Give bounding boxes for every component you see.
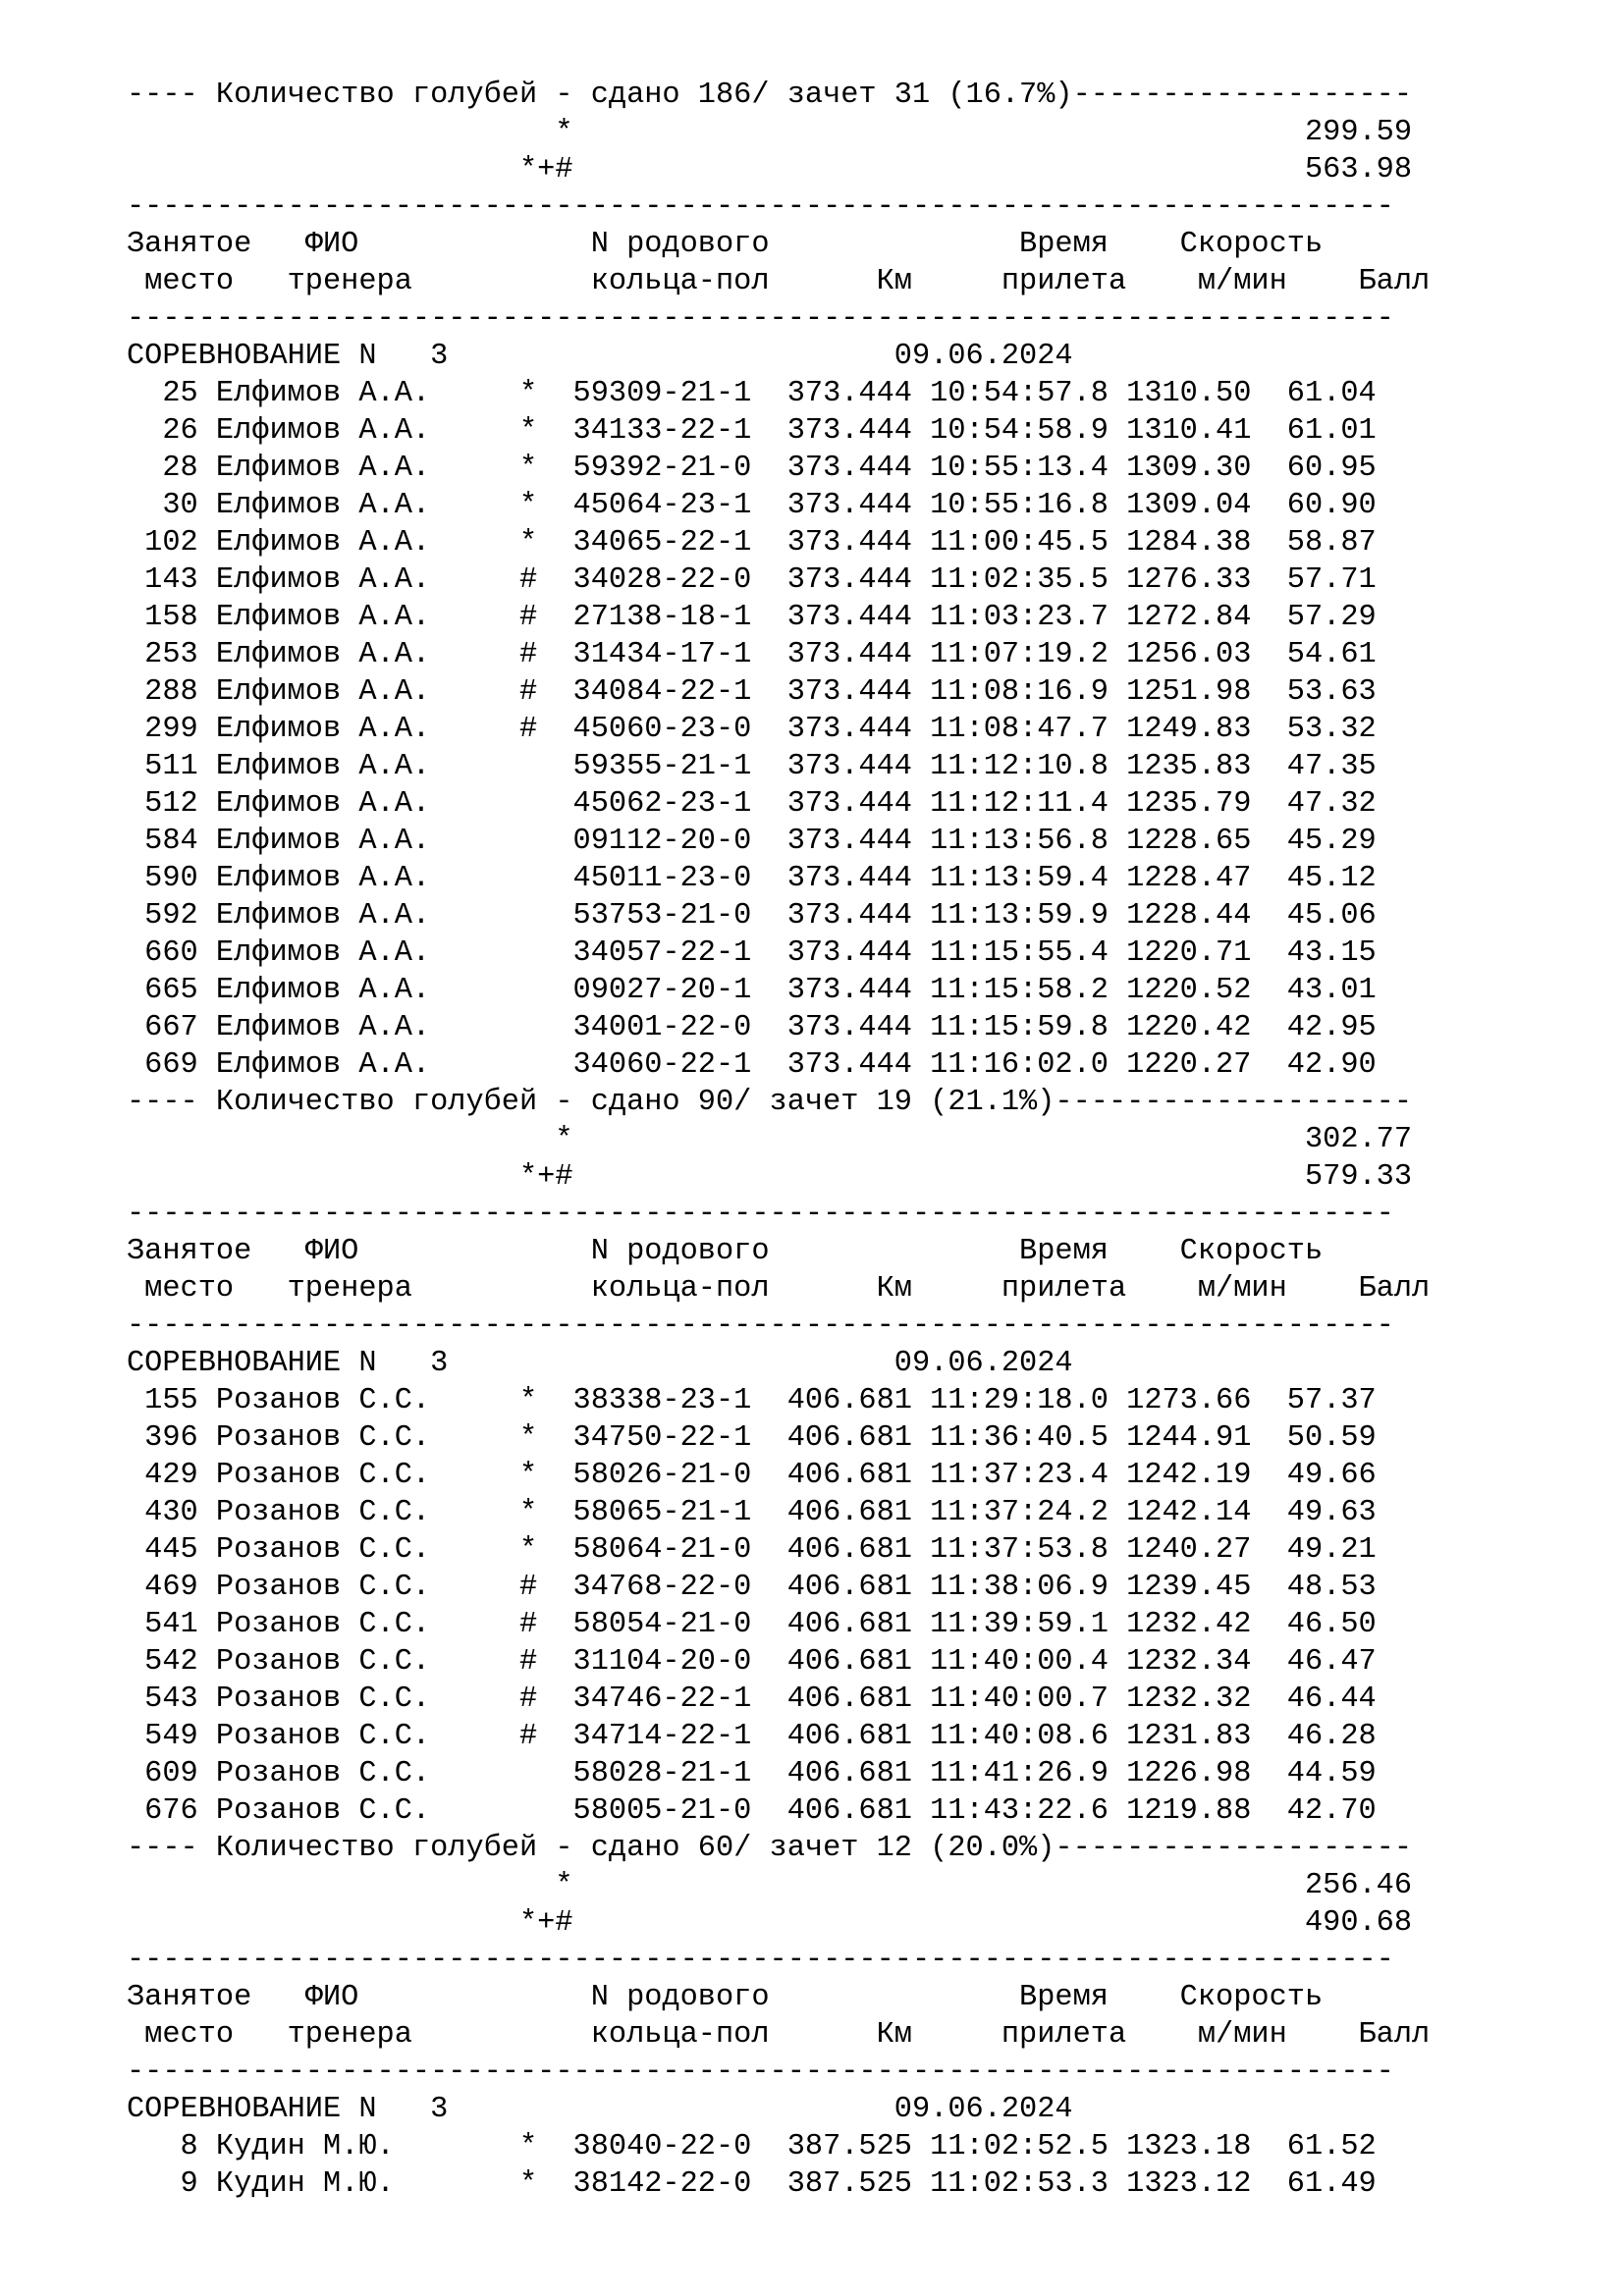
table-header-line2: место тренера кольца-пол Км прилета м/мин Балл: [127, 1272, 1431, 1306]
competition-heading: СОРЕВНОВАНИЕ N 3 09.06.2024: [127, 340, 1073, 373]
divider-rule: -----------------------------------------------------------------------: [127, 1309, 1394, 1343]
table-header-line1: Занятое ФИО N родового Время Скорость: [127, 228, 1324, 261]
table-row: 542 Розанов С.С. # 31104-20-0 406.681 11:40:00.4 1232.34 46.47: [127, 1645, 1377, 1679]
table-row: 584 Елфимов А.А. 09112-20-0 373.444 11:13:56.8 1228.65 45.29: [127, 825, 1377, 858]
table-row: 660 Елфимов А.А. 34057-22-1 373.444 11:15:55.4 1220.71 43.15: [127, 936, 1377, 970]
table-row: 667 Елфимов А.А. 34001-22-0 373.444 11:15:59.8 1220.42 42.95: [127, 1011, 1377, 1044]
table-row: 543 Розанов С.С. # 34746-22-1 406.681 11:40:00.7 1232.32 46.44: [127, 1682, 1377, 1716]
table-row: 590 Елфимов А.А. 45011-23-0 373.444 11:13:59.4 1228.47 45.12: [127, 862, 1377, 895]
table-row: 665 Елфимов А.А. 09027-20-1 373.444 11:15:58.2 1220.52 43.01: [127, 974, 1377, 1007]
table-row: 429 Розанов С.С. * 58026-21-0 406.681 11:37:23.4 1242.19 49.66: [127, 1459, 1377, 1492]
summary-star-total: * 302.77: [127, 1123, 1413, 1156]
table-row: 30 Елфимов А.А. * 45064-23-1 373.444 10:55:16.8 1309.04 60.90: [127, 489, 1377, 522]
table-row: 253 Елфимов А.А. # 31434-17-1 373.444 11:07:19.2 1256.03 54.61: [127, 638, 1377, 671]
table-row: 8 Кудин М.Ю. * 38040-22-0 387.525 11:02:52.5 1323.18 61.52: [127, 2130, 1377, 2163]
results-report: [127, 77, 1430, 2203]
table-header-line1: Занятое ФИО N родового Время Скорость: [127, 1981, 1324, 2014]
summary-count-line: ---- Количество голубей - сдано 90/ зачет 19 (21.1%)--------------------: [127, 1086, 1413, 1119]
divider-rule: -----------------------------------------------------------------------: [127, 1944, 1394, 1977]
table-row: 541 Розанов С.С. # 58054-21-0 406.681 11:39:59.1 1232.42 46.50: [127, 1608, 1377, 1641]
divider-rule: -----------------------------------------------------------------------: [127, 302, 1394, 336]
competition-heading: СОРЕВНОВАНИЕ N 3 09.06.2024: [127, 2093, 1073, 2126]
table-header-line2: место тренера кольца-пол Км прилета м/мин Балл: [127, 2018, 1431, 2052]
summary-starplus-total: *+# 563.98: [127, 153, 1413, 187]
table-row: 676 Розанов С.С. 58005-21-0 406.681 11:43:22.6 1219.88 42.70: [127, 1794, 1377, 1828]
table-row: 609 Розанов С.С. 58028-21-1 406.681 11:41:26.9 1226.98 44.59: [127, 1757, 1377, 1790]
table-row: 669 Елфимов А.А. 34060-22-1 373.444 11:16:02.0 1220.27 42.90: [127, 1048, 1377, 1082]
divider-rule: -----------------------------------------------------------------------: [127, 2056, 1394, 2089]
competition-heading: СОРЕВНОВАНИЕ N 3 09.06.2024: [127, 1347, 1073, 1380]
table-row: 155 Розанов С.С. * 38338-23-1 406.681 11:29:18.0 1273.66 57.37: [127, 1384, 1377, 1417]
table-row: 9 Кудин М.Ю. * 38142-22-0 387.525 11:02:53.3 1323.12 61.49: [127, 2167, 1377, 2201]
table-row: 469 Розанов С.С. # 34768-22-0 406.681 11:38:06.9 1239.45 48.53: [127, 1571, 1377, 1604]
table-row: 396 Розанов С.С. * 34750-22-1 406.681 11:36:40.5 1244.91 50.59: [127, 1421, 1377, 1455]
table-header-line2: место тренера кольца-пол Км прилета м/мин Балл: [127, 265, 1431, 298]
table-row: 26 Елфимов А.А. * 34133-22-1 373.444 10:54:58.9 1310.41 61.01: [127, 414, 1377, 448]
summary-star-total: * 299.59: [127, 116, 1413, 149]
table-row: 158 Елфимов А.А. # 27138-18-1 373.444 11:03:23.7 1272.84 57.29: [127, 601, 1377, 634]
table-row: 511 Елфимов А.А. 59355-21-1 373.444 11:12:10.8 1235.83 47.35: [127, 750, 1377, 783]
table-row: 549 Розанов С.С. # 34714-22-1 406.681 11:40:08.6 1231.83 46.28: [127, 1720, 1377, 1753]
summary-count-line: ---- Количество голубей - сдано 60/ зачет 12 (20.0%)--------------------: [127, 1832, 1413, 1865]
table-row: 143 Елфимов А.А. # 34028-22-0 373.444 11:02:35.5 1276.33 57.71: [127, 563, 1377, 597]
table-row: 102 Елфимов А.А. * 34065-22-1 373.444 11:00:45.5 1284.38 58.87: [127, 526, 1377, 560]
table-row: 299 Елфимов А.А. # 45060-23-0 373.444 11:08:47.7 1249.83 53.32: [127, 713, 1377, 746]
summary-starplus-total: *+# 579.33: [127, 1160, 1413, 1194]
table-row: 592 Елфимов А.А. 53753-21-0 373.444 11:13:59.9 1228.44 45.06: [127, 899, 1377, 933]
divider-rule: -----------------------------------------------------------------------: [127, 190, 1394, 224]
table-header-line1: Занятое ФИО N родового Время Скорость: [127, 1235, 1324, 1268]
table-row: 430 Розанов С.С. * 58065-21-1 406.681 11:37:24.2 1242.14 49.63: [127, 1496, 1377, 1529]
table-row: 25 Елфимов А.А. * 59309-21-1 373.444 10:54:57.8 1310.50 61.04: [127, 377, 1377, 410]
summary-count-line: ---- Количество голубей - сдано 186/ зачет 31 (16.7%)-------------------: [127, 79, 1413, 112]
table-row: 512 Елфимов А.А. 45062-23-1 373.444 11:12:11.4 1235.79 47.32: [127, 787, 1377, 821]
table-row: 445 Розанов С.С. * 58064-21-0 406.681 11:37:53.8 1240.27 49.21: [127, 1533, 1377, 1567]
table-row: 28 Елфимов А.А. * 59392-21-0 373.444 10:55:13.4 1309.30 60.95: [127, 452, 1377, 485]
summary-star-total: * 256.46: [127, 1869, 1413, 1902]
divider-rule: -----------------------------------------------------------------------: [127, 1198, 1394, 1231]
summary-starplus-total: *+# 490.68: [127, 1906, 1413, 1940]
table-row: 288 Елфимов А.А. # 34084-22-1 373.444 11:08:16.9 1251.98 53.63: [127, 675, 1377, 709]
